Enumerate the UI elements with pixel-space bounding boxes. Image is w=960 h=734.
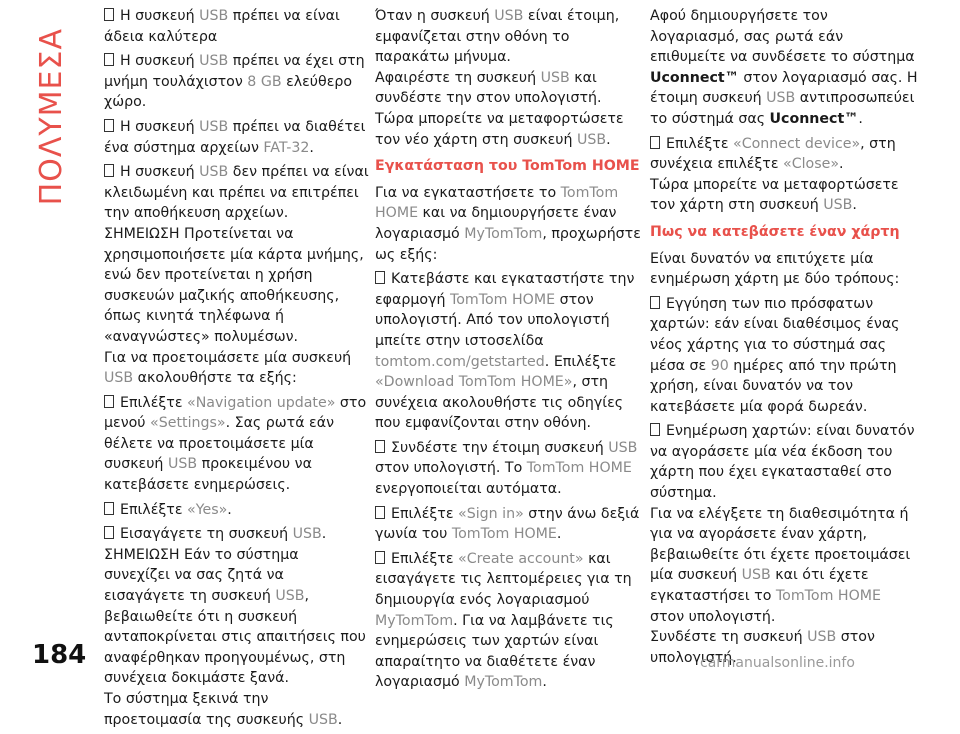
bullet-sign-in: Επιλέξτε «Sign in» στην άνω δεξιά γωνία του TomTom HOME. [375,505,640,543]
bullet-latest-maps-guarantee: Εγγύηση των πιο πρόσφατων χαρτών: εάν είναι διαθέσιμος ένας νέος χάρτης για το σύστημά σας μέσα σε 90 ημέρες από την πρώτη χρήση, είναι δυνατόν να τον κατεβάσετε μία φορά δωρεάν. [650,295,900,415]
paragraph-remove-usb: Αφαιρέστε τη συσκευή USB και συνδέστε την στον υπολογιστή. Τώρα μπορείτε να μεταφορτώσετε τον νέο χάρτη στη συσκευή USB. [375,69,624,148]
paragraph-two-ways: Είναι δυνατόν να επιτύχετε μία ενημέρωση χάρτη με δύο τρόπους: [650,250,900,288]
checkbox-bullet-icon [104,164,114,177]
checkbox-bullet-icon [104,526,114,539]
paragraph-connect-usb-pc: Συνδέστε τη συσκευή USB στον υπολογιστή. [650,629,875,666]
note-memory-card: ΣΗΜΕΙΩΣΗ Προτείνεται να χρησιμοποιήσετε μία κάρτα μνήμης, ενώ δεν προτείνεται η χρήση συσκευών μαζικής αποθήκευσης, όπως κινητά τηλέφωνα ή «αναγνώστες» πολυμέσων. [104,225,364,345]
column-1 [104,6,369,734]
checkbox-bullet-icon [650,423,660,436]
heading-download-map: Πως να κατεβάσετε έναν χάρτη [650,223,900,240]
watermark: carmanualsonline.info [700,655,855,671]
column-2 [375,6,642,697]
paragraph-link-account: Αφού δημιουργήσετε τον λογαριασμό, σας ρωτά εάν επιθυμείτε να συνδέσετε το σύστημα Uconnect™ στον λογαριασμό σας. Η έτοιμη συσκευή USB αντιπροσωπεύει το σύστημά σας Uconnect™. [650,8,918,127]
section-title: ΠΟΛΥΜΕΣΑ [34,28,69,206]
bullet-download-install: Κατεβάστε και εγκαταστήστε την εφαρμογή TomTom HOME στον υπολογιστή. Από τον υπολογιστή μπείτε στην ιστοσελίδα tomtom.com/getstarted. Επιλέξτε «Download TomTom HOME», στη συνέχεια ακολουθήστε τις οδηγίες που εμφανίζονται στην οθόνη. [375,271,635,432]
bullet-usb-memory: Η συσκευή USB πρέπει να έχει στη μνήμη τουλάχιστον 8 GB ελεύθερο χώρο. [104,53,365,111]
bullet-usb-empty: Η συσκευή USB πρέπει να είναι άδεια καλύτερα [104,8,340,45]
checkbox-bullet-icon [375,271,385,284]
heading-install-tomtom-home: Εγκατάσταση του TomTom HOME [375,158,640,175]
bullet-navigation-update: Επιλέξτε «Navigation update» στο μενού «Settings». Σας ρωτά εάν θέλετε να προετοιμάσετε μία συσκευή USB προκειμένου να κατεβάσετε ενημερώσεις. [104,394,367,494]
column-3 [650,6,918,672]
page-number: 184 [32,640,87,670]
bullet-create-account: Επιλέξτε «Create account» και εισαγάγετε τις λεπτομέρειες για τη δημιουργία ενός λογαριασμού MyTomTom. Για να λαμβάνετε τις ενημερώσεις των χαρτών είναι απαραίτητο να διαθέτετε έναν λογαριασμό MyTomTom. [375,550,632,691]
checkbox-bullet-icon [375,440,385,453]
paragraph-upload-map: Τώρα μπορείτε να μεταφορτώσετε τον χάρτη στη συσκευή USB. [650,176,899,214]
paragraph-prepare-usb: Για να προετοιμάσετε μία συσκευή USB ακολουθήστε τα εξής: [104,349,352,387]
bullet-usb-filesystem: Η συσκευή USB πρέπει να διαθέτει ένα σύστημα αρχείων FAT-32. [104,118,366,156]
checkbox-bullet-icon [650,296,660,309]
checkbox-bullet-icon [104,119,114,132]
checkbox-bullet-icon [375,506,385,519]
bullet-select-yes: Επιλέξτε «Yes». [104,500,369,521]
bullet-connect-usb: Συνδέστε την έτοιμη συσκευή USB στον υπολογιστή. Το TomTom HOME ενεργοποιείται αυτόματα. [375,439,638,498]
bullet-usb-unlocked: Η συσκευή USB δεν πρέπει να είναι κλειδωμένη και πρέπει να επιτρέπει την αποθήκευση αρχείων. [104,164,369,222]
checkbox-bullet-icon [104,395,114,408]
checkbox-bullet-icon [104,53,114,66]
note-retry-usb: ΣΗΜΕΙΩΣΗ Εάν το σύστημα συνεχίζει να σας ζητά να εισαγάγετε τη συσκευή USB, βεβαιωθείτε ότι η συσκευή ανταποκρίνεται στις απαιτήσεις που αναφέρθηκαν προηγουμένως, στη συνέχεια δοκιμάστε ξανά. [104,546,366,687]
paragraph-usb-ready: Όταν η συσκευή USB είναι έτοιμη, εμφανίζεται στην οθόνη το παρακάτω μήνυμα. [375,8,620,66]
paragraph-system-prepares: Το σύστημα ξεκινά την προετοιμασία της συσκευής USB. [104,691,343,728]
checkbox-bullet-icon [104,8,114,21]
paragraph-check-availability: Για να ελέγξετε τη διαθεσιμότητα ή για να αγοράσετε έναν χάρτη, βεβαιωθείτε ότι έχετε προετοιμάσει μία συσκευή USB και ότι έχετε εγκαταστήσει το TomTom HOME στον υπολογιστή. [650,505,911,625]
paragraph-install-intro: Για να εγκαταστήσετε το TomTom HOME και να δημιουργήσετε έναν λογαριασμό MyTomTom, προχωρήστε ως εξής: [375,184,641,263]
checkbox-bullet-icon [104,502,114,515]
bullet-map-update: Ενημέρωση χαρτών: είναι δυνατόν να αγοράσετε μία νέα έκδοση του χάρτη που έχει εγκατασταθεί στο σύστημα. [650,423,915,502]
bullet-insert-usb: Εισαγάγετε τη συσκευή USB. [104,524,369,545]
bullet-connect-device: Επιλέξτε «Connect device», στη συνέχεια επιλέξτε «Close». [650,135,896,173]
checkbox-bullet-icon [650,136,660,149]
checkbox-bullet-icon [375,551,385,564]
